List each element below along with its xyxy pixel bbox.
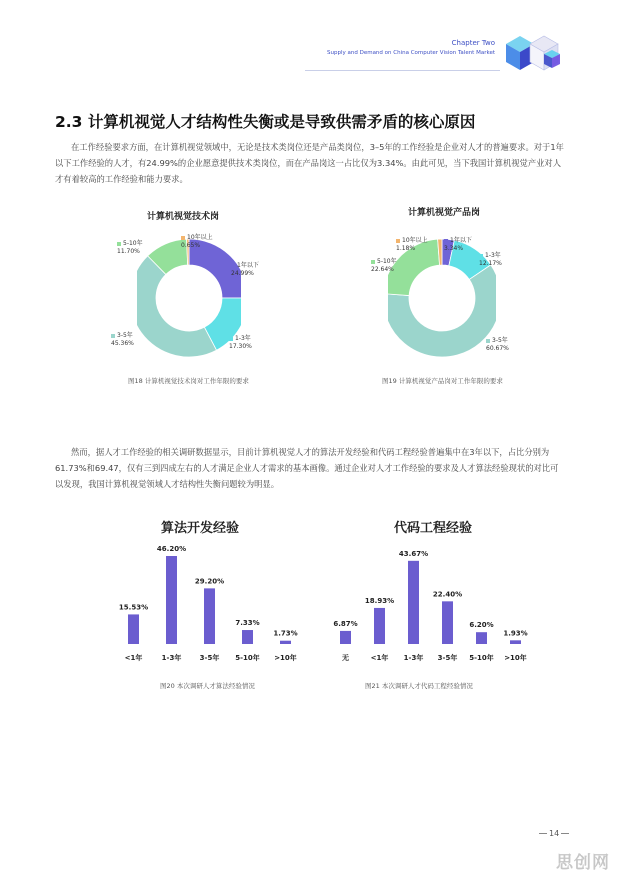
algorithm-value-label-4: 1.73% <box>273 629 298 638</box>
algorithm-bar-4 <box>280 641 291 644</box>
paragraph-talent-survey: 然而，据人才工作经验的相关调研数据显示，目前计算机视觉人才的算法开发经验和代码工程经验普遍集中在3年以下，占比分别为61.73%和69.47，仅有三到四成左右的人才满足企业人才需求的基本画像。通过企业对人才工作经验的要求及人才算法经验现状的对比可以发现，我国计算机视觉领域人才结构性失衡问题较为明显。 <box>55 447 559 489</box>
caption-fig18: 图18 计算机视觉技术岗对工作年限的要求 <box>128 377 249 385</box>
code-bar-2 <box>408 561 419 644</box>
pie-title-product: 计算机视觉产品岗 <box>407 208 481 218</box>
bar-chart-code <box>330 540 530 670</box>
code-bar-0 <box>340 631 351 644</box>
section-title: 2.3 计算机视觉人才结构性失衡或是导致供需矛盾的核心原因 <box>55 113 476 131</box>
pie-label-product-1-3: 1-3年 12.17% <box>479 252 502 267</box>
code-category-label-0: 无 <box>342 654 349 662</box>
caption-fig21: 图21 本次调研人才代码工程经验情况 <box>365 682 473 690</box>
pie-title-tech: 计算机视觉技术岗 <box>146 212 220 222</box>
algorithm-bar-2 <box>204 588 215 644</box>
page-number: 14 <box>537 829 571 838</box>
pie-label-tech-lt1: 1年以下 24.99% <box>231 262 259 277</box>
algorithm-category-label-1: 1-3年 <box>161 654 182 662</box>
code-value-label-1: 18.93% <box>364 596 395 605</box>
chapter-label: Chapter Two <box>451 39 495 47</box>
code-bar-4 <box>476 632 487 644</box>
code-value-label-2: 43.67% <box>398 549 429 558</box>
pie-chart-tech <box>137 235 241 361</box>
algorithm-category-label-2: 3-5年 <box>199 654 220 662</box>
algorithm-value-label-3: 7.33% <box>235 619 260 628</box>
pie-label-tech-1-3: 1-3年 17.30% <box>229 335 252 350</box>
algorithm-category-label-3: 5-10年 <box>235 654 260 662</box>
watermark-logo: 思创网 <box>556 853 610 873</box>
pie-label-product-lt1: 1年以下 3.34% <box>444 237 472 252</box>
algorithm-value-label-1: 46.20% <box>156 545 187 553</box>
pie-label-tech-gt10: 10年以上 0.65% <box>181 234 213 249</box>
code-value-label-3: 22.40% <box>432 590 463 599</box>
chapter-subtitle: Supply and Demand on China Computer Vision Talent Market <box>327 50 495 56</box>
bar-title-algorithm: 算法开发经验 <box>160 521 240 536</box>
code-category-label-3: 3-5年 <box>437 654 458 662</box>
pie-label-tech-5-10: 5-10年 11.70% <box>117 240 143 255</box>
algorithm-bar-0 <box>128 614 139 644</box>
caption-fig20: 图20 本次调研人才算法经验情况 <box>160 682 255 690</box>
code-value-label-0: 6.87% <box>333 619 358 628</box>
pie-label-product-3-5: 3-5年 60.67% <box>486 337 509 352</box>
chapter-header <box>327 38 495 58</box>
pie-label-product-gt10: 10年以上 1.18% <box>396 237 428 252</box>
algorithm-value-label-2: 29.20% <box>194 577 225 586</box>
bar-chart-algorithm <box>110 540 310 670</box>
code-bar-5 <box>510 640 521 644</box>
bar-title-code: 代码工程经验 <box>393 521 473 536</box>
code-category-label-5: >10年 <box>504 654 527 662</box>
algorithm-category-label-4: >10年 <box>274 654 297 662</box>
header-divider <box>305 70 500 71</box>
pie-label-tech-3-5: 3-5年 45.36% <box>111 332 134 347</box>
caption-fig19: 图19 计算机视觉产品岗对工作年限的要求 <box>382 377 503 385</box>
code-bar-3 <box>442 601 453 644</box>
code-bar-1 <box>374 608 385 644</box>
code-category-label-2: 1-3年 <box>403 654 424 662</box>
algorithm-category-label-0: <1年 <box>124 654 143 662</box>
pie-tech-slice-2 <box>137 256 216 357</box>
pie-label-product-5-10: 5-10年 22.64% <box>371 258 397 273</box>
code-category-label-4: 5-10年 <box>469 654 494 662</box>
cube-logo-icon <box>500 30 568 76</box>
algorithm-value-label-0: 15.53% <box>118 603 149 612</box>
algorithm-bar-1 <box>166 556 177 644</box>
code-category-label-1: <1年 <box>370 654 389 662</box>
code-value-label-4: 6.20% <box>469 621 494 630</box>
algorithm-bar-3 <box>242 630 253 644</box>
code-value-label-5: 1.93% <box>503 629 528 638</box>
paragraph-work-experience: 在工作经验要求方面，在计算机视觉领域中，无论是技术类岗位还是产品类岗位，3–5年的工作经验是企业对人才的普遍要求。对于1年以下工作经验的人才，有24.99%的企业愿意提供技术类岗位，而在产品岗这一占比仅为3.34%。由此可见，当下我国计算机视觉产业对人才有着较高的工作经验和能力要求。 <box>55 142 564 184</box>
